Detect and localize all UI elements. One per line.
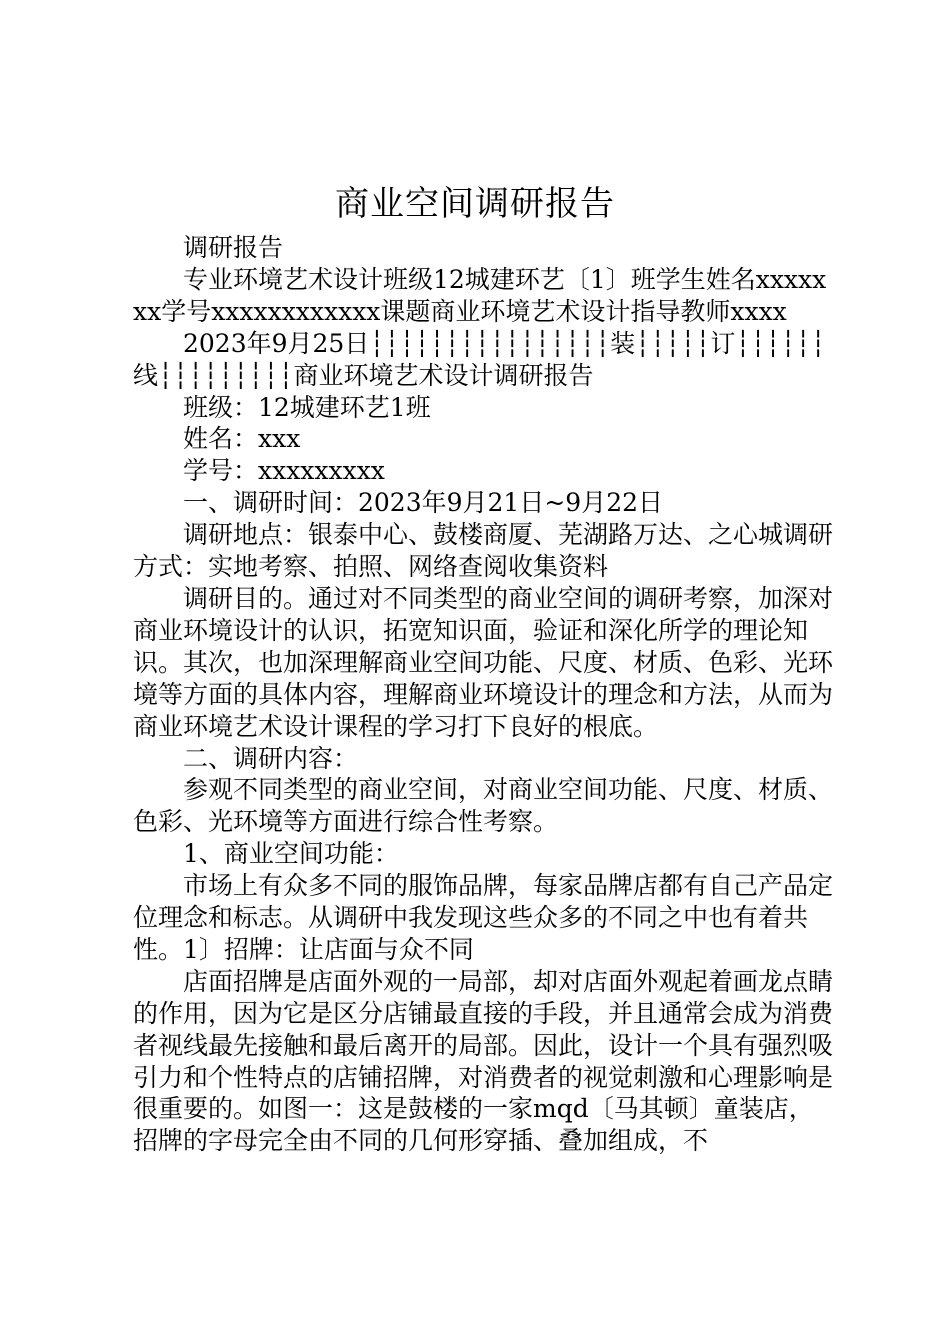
paragraph-brands: 市场上有众多不同的服饰品牌，每家品牌店都有自己产品定位理念和标志。从调研中我发现这些众多的不同之中也有着共性。1〕招牌：让店面与众不同 — [133, 871, 834, 964]
section-research-content: 二、调研内容： — [183, 743, 359, 773]
paragraph-class: 班级：12城建环艺1班 — [183, 392, 431, 422]
section-research-time: 一、调研时间：2023年9月21日~9月22日 — [183, 488, 664, 518]
subsection-commercial-function: 1、商业空间功能： — [183, 839, 399, 869]
paragraph-heading-report: 调研报告 — [183, 233, 284, 262]
paragraph-signboard: 店面招牌是店面外观的一局部，却对店面外观起着画龙点睛的作用，因为它是区分店铺最直接的手段，并且通常会成为消费者视线最先接触和最后离开的局部。因此，设计一个具有强烈吸引力和个性特点的店铺招牌，对消费者的视觉刺激和心理影响是很重要的。如图一：这是鼓楼的一家mqd〔马其顿〕童装店，招牌的字母完全由不同的几何形穿插、叠加组成，不 — [133, 966, 834, 1156]
paragraph-name: 姓名：xxx — [183, 424, 301, 454]
paragraph-date-binding-line: 2023年9月25日┆┆┆┆┆┆┆┆┆┆┆┆┆┆┆┆装┆┆┆┆┆订┆┆┆┆┆┆线┆┆┆┆┆┆┆┆┆商业环境艺术设计调研报告 — [133, 328, 826, 390]
paragraph-visit-description: 参观不同类型的商业空间，对商业空间功能、尺度、材质、色彩、光环境等方面进行综合性考察。 — [133, 775, 834, 837]
paragraph-student-id: 学号：xxxxxxxxx — [183, 456, 385, 486]
document-title: 商业空间调研报告 — [335, 184, 615, 224]
paragraph-research-purpose: 调研目的。通过对不同类型的商业空间的调研考察，加深对商业环境设计的认识，拓宽知识面，验证和深化所学的理论知识。其次，也加深理解商业空间功能、尺度、材质、色彩、光环境等方面的具体内容，理解商业环境设计的理念和方法，从而为商业环境艺术设计课程的学习打下良好的根底。 — [133, 583, 834, 741]
paragraph-student-info: 专业环境艺术设计班级12城建环艺〔1〕班学生姓名xxxxxxx学号xxxxxxxxxxxx课题商业环境艺术设计指导教师xxxx — [133, 264, 827, 326]
paragraph-research-location-method: 调研地点：银泰中心、鼓楼商厦、芜湖路万达、之心城调研方式：实地考察、拍照、网络查阅收集资料 — [133, 520, 834, 582]
document-body — [133, 232, 833, 1157]
